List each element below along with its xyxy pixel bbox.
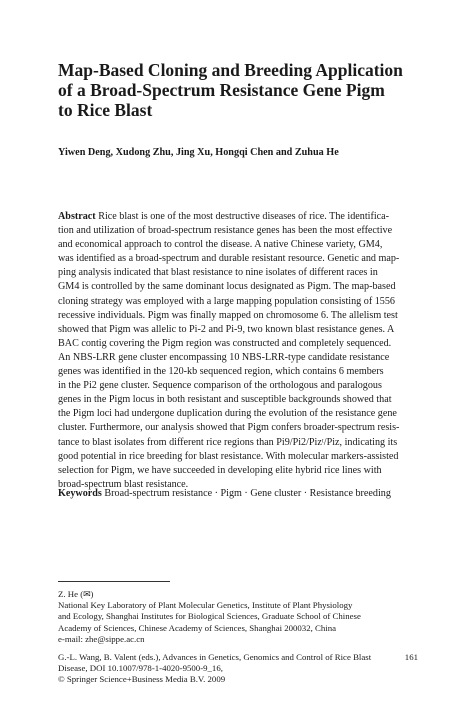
abstract-line: BAC contig covering the Pigm region was constructed and completely sequenced.: [58, 337, 392, 349]
page-number: 161: [404, 652, 418, 662]
keywords-text: Broad-spectrum resistance · Pigm · Gene cluster · Resistance breeding: [104, 488, 391, 499]
abstract-line: genes in the Pigm locus in both resistant and susceptible backgrounds showed that: [58, 394, 392, 406]
footnote-line: Z. He (✉): [58, 589, 94, 599]
abstract-line: tance to blast isolates from different rice regions than Pi9/Pi2/Pizᵗ/Piz, indicating its: [58, 436, 398, 448]
abstract-line: tion and utilization of broad-spectrum resistance genes has been the most effective: [58, 225, 393, 237]
title-line-3: to Rice Blast: [58, 100, 153, 120]
abstract-line: Rice blast is one of the most destructive diseases of rice. The identifica-: [98, 211, 390, 222]
abstract-line: genes was identified in the 120-kb sequenced region, which contains 6 members: [58, 366, 384, 378]
abstract-line: ping analysis indicated that blast resistance to nine isolates of different races in: [58, 267, 378, 279]
abstract-label: Abstract: [58, 211, 96, 222]
title-line-2: of a Broad-Spectrum Resistance Gene Pigm: [58, 80, 385, 100]
abstract-line: An NBS-LRR gene cluster encompassing 10 NBS-LRR-type candidate resistance: [58, 351, 390, 363]
footnote-line: Academy of Sciences, Chinese Academy of Sciences, Shanghai 200032, China: [58, 622, 337, 633]
abstract: [58, 210, 416, 492]
abstract-line: cluster. Furthermore, our analysis showed that Pigm confers broader-spectrum resis-: [58, 422, 400, 434]
abstract-line: selection for Pigm, we have succeeded in developing elite hybrid rice lines with: [58, 464, 382, 476]
footnote-line: e-mail: zhe@sippe.ac.cn: [58, 633, 145, 644]
abstract-line: cloning strategy was employed with a large mapping population consisting of 1556: [58, 295, 395, 307]
abstract-line: the Pigm loci had undergone duplication during the evolution of the resistance gene: [58, 408, 397, 420]
author-list: Yiwen Deng, Xudong Zhu, Jing Xu, Hongqi Chen and Zuhua He: [58, 147, 339, 158]
footnote-divider: [58, 581, 170, 582]
footnote-line: National Key Laboratory of Plant Molecular Genetics, Institute of Plant Physiology: [58, 600, 353, 611]
title-line-1: Map-Based Cloning and Breeding Application: [58, 60, 403, 80]
book-citation: [58, 652, 428, 686]
citation-line: G.-L. Wang, B. Valent (eds.), Advances in Genetics, Genomics and Control of Rice Blast: [58, 652, 372, 662]
abstract-line: good potential in rice breeding for blast resistance. With molecular markers-assisted: [58, 450, 399, 462]
abstract-line: was identified as a broad-spectrum and durable resistant resource. Genetic and map-: [58, 253, 400, 265]
abstract-line: showed that Pigm was allelic to Pi-2 and Pi-9, two known blast resistance genes. A: [58, 323, 395, 335]
abstract-line: recessive individuals. Pigm was finally mapped on chromosome 6. The allelism test: [58, 309, 398, 321]
abstract-line: broad-spectrum blast resistance.: [58, 478, 189, 490]
citation-line: © Springer Science+Business Media B.V. 2009: [58, 674, 226, 685]
abstract-line: in the Pi2 gene cluster. Sequence comparison of the orthologous and paralogous: [58, 380, 382, 392]
keywords: [58, 488, 391, 499]
citation-line: Disease, DOI 10.1007/978-1-4020-9500-9_16,: [58, 663, 223, 674]
keywords-label: Keywords: [58, 488, 102, 499]
abstract-line: and economical approach to control the disease. A native Chinese variety, GM4,: [58, 239, 383, 251]
author-affiliation-footnote: [58, 589, 428, 645]
footnote-line: and Ecology, Shanghai Institutes for Biological Sciences, Graduate School of Chinese: [58, 611, 361, 622]
paper-title: [58, 60, 438, 120]
abstract-line: GM4 is controlled by the same dominant locus designated as Pigm. The map-based: [58, 281, 396, 293]
